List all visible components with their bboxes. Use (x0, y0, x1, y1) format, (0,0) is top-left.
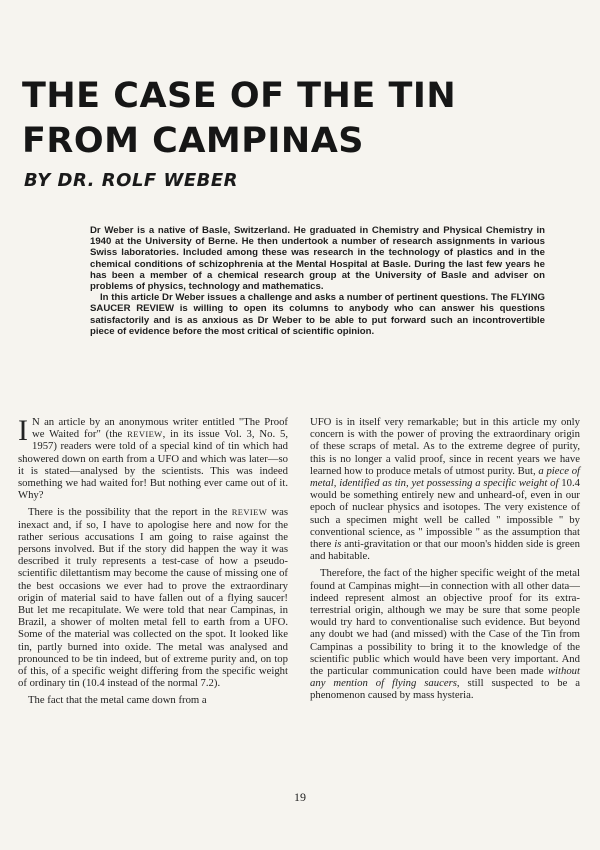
text-run: was inexact and, if so, I have to apologise here and now for the rather serious accusations I am going to raise against the persons involved. But if the story did happen the way it was described it truly represents a test-case of how a pseudo-scientific dilettantism may become the cause of missing one of the best occasions we ever had to prove the extraordinary origin of material said to have fallen out of a flying saucer! But let me recapitulate. We were told that near Campinas, in Brazil, a shower of molten metal fell to earth from a UFO. Some of the material was collected on the spot. It looked like tin, partly burned into oxide. The metal was analysed and pronounced to be tin indeed, but of extreme purity and, on top of this, of a specific weight differing from the specific weight of ordinary tin (10.4 instead of the normal 7.2). (18, 506, 288, 690)
page-number: 19 (294, 790, 306, 804)
review-reference: REVIEW (231, 507, 268, 518)
emphasis-text: is (334, 538, 342, 551)
title-line-2: FROM CAMPINAS (22, 121, 364, 161)
intro-paragraph-1: Dr Weber is a native of Basle, Switzerland. He graduated in Chemistry and Physical Chemistry in 1940 at the University of Berne. He then undertook a number of research assignments in various Swiss laboratories. Included among these was research in the technology of plastics and in the chemical conditions of schizophrenia at the Mental Hospital at Basle. During the last few years he has been a member of a chemical research group at the University of Basle and adviser on problems of physics, technology and mathematics. (90, 225, 545, 293)
author-introduction (90, 225, 545, 337)
article-title (22, 74, 582, 164)
text-run: anti-gravitation or that our moon's hidden side is green and habitable. (310, 538, 581, 563)
text-run: There is the possibility that the report in the (28, 506, 232, 519)
body-column-left (18, 416, 288, 712)
text-run: UFO is in itself very remarkable; but in this article my only concern is with the power of proving the extraordinary origin of these scraps of metal. As to the extreme degree of purity, this is no longer a valid proof, since in recent years we have learned how to produce metals of utmost purity. But, (310, 416, 580, 477)
emphasis-text: without any mention of flying saucers (310, 665, 580, 690)
text-run: , still suspected to be a phenomenon caused by mass hysteria. (310, 677, 581, 702)
emphasis-text: a piece of metal, identified as tin, yet possessing a specific weight of (310, 464, 581, 490)
intro-paragraph-2: In this article Dr Weber issues a challenge and asks a number of pertinent questions. The FLYING SAUCER REVIEW is willing to open its columns to anybody who can answer his questions satisfactorily and is as anxious as Dr Weber to be able to put forward such an incontrovertible piece of evidence before the most critical of scientific opinion. (90, 292, 545, 337)
review-reference: REVIEW (127, 429, 163, 440)
text-run: , in its issue Vol. 3, No. 5, 1957) readers were told of a special kind of tin which had showered down on earth from a UFO and which was later—so it is stated—analysed by the scientists. This was indeed something we had waited for! But nothing ever came out of it. Why? (18, 428, 288, 502)
body-paragraph-4 (310, 416, 580, 562)
text-run: N an article by an anonymous writer entitled "The Proof we Waited for" (the (32, 416, 288, 441)
body-paragraph-1 (18, 416, 288, 501)
body-column-right (310, 416, 580, 707)
author-byline: BY DR. ROLF WEBER (24, 170, 238, 191)
body-paragraph-5 (310, 567, 580, 701)
body-paragraph-2 (18, 506, 288, 689)
text-run: 10.4 would be something entirely new and unheard-of, even in our epoch of nuclear physics and isotopes. The very existence of such a specimen might well be called " impossible " by conventional science, as " impossible " as the assumption that there (310, 477, 581, 551)
text-run: Therefore, the fact of the higher specific weight of the metal found at Campinas might—in connection with all other data—indeed represent almost an objective proof for its extra-terrestrial origin, although we may be sure that some people would try hard to conventionalise such evidence. But beyond any doubt we had (and missed) with the Case of the Tin from Campinas a possibility to bring it to the knowledge of the scientific public which would have been very important. And the particular communication could have been made (310, 567, 580, 678)
title-line-1: THE CASE OF THE TIN (22, 76, 457, 116)
body-paragraph-3: The fact that the metal came down from a (28, 694, 207, 707)
drop-cap: I (18, 414, 28, 447)
